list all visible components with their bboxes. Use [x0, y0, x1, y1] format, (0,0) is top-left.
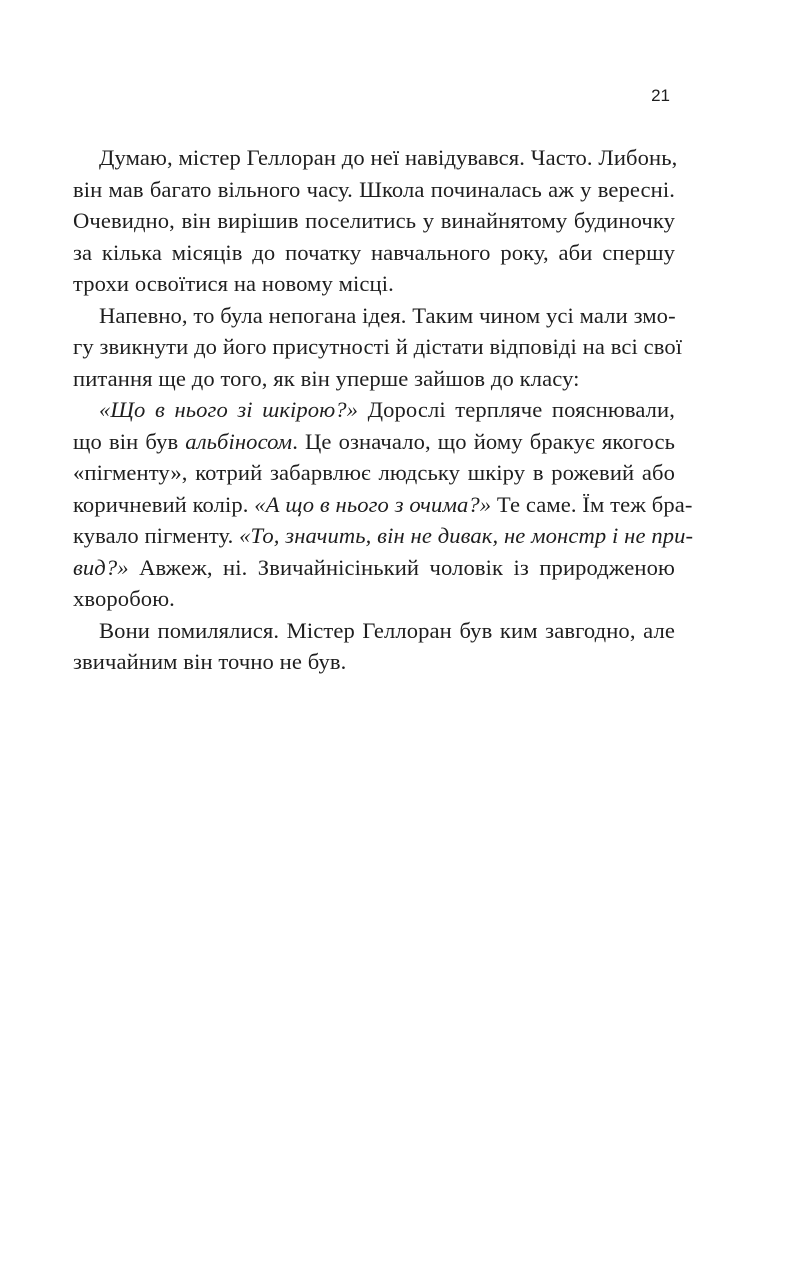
- text-run: трохи освоїтися на новому місці.: [73, 271, 394, 296]
- paragraph: [73, 300, 683, 395]
- text-line: [73, 331, 683, 363]
- text-line: [73, 457, 675, 489]
- italic-text: «То, значить, він не дивак, не монстр і не при-: [239, 523, 694, 548]
- page-number: 21: [651, 86, 670, 105]
- text-run: коричневий колір.: [73, 491, 255, 517]
- text-run: Дорослі терпляче пояснювали,: [358, 397, 675, 422]
- text-run: він мав багато вільного часу. Школа починалась аж у вересні.: [73, 176, 675, 202]
- body-text: [73, 142, 694, 678]
- text-run: . Це означало, що йому бракує якогось: [292, 428, 675, 454]
- text-line: [73, 268, 675, 300]
- italic-text: «Що в нього зі шкірою?»: [99, 397, 359, 422]
- paragraph: [73, 615, 675, 678]
- text-run: кувало пігменту.: [73, 523, 240, 548]
- text-run: Вони помилялися. Містер Геллоран був ким завгодно, але: [99, 617, 675, 643]
- paragraph: [73, 394, 694, 615]
- text-run: Очевидно, він вирішив поселитись у винайнятому будиночку: [73, 208, 675, 233]
- text-line: [73, 552, 675, 584]
- text-line: [73, 205, 675, 237]
- text-run: хворобою.: [73, 586, 175, 611]
- text-line: [73, 646, 675, 678]
- text-run: Те саме. Їм теж бра-: [491, 491, 693, 517]
- text-line: [73, 174, 675, 206]
- paragraph: [73, 142, 678, 300]
- text-run: гу звикнути до його присутності й дістати відповіді на всі свої: [73, 334, 683, 359]
- text-line: [73, 300, 675, 332]
- text-line: [73, 426, 675, 458]
- italic-text: альбіносом: [185, 428, 293, 454]
- italic-text: «А що в нього з очима?»: [254, 491, 492, 517]
- text-line: [73, 489, 693, 521]
- text-run: «пігменту», котрий забарвлює людську шкіру в рожевий або: [73, 460, 675, 485]
- text-run: що він був: [73, 428, 186, 454]
- text-line: [73, 363, 675, 395]
- text-line: [73, 394, 675, 426]
- text-line: [73, 583, 675, 615]
- text-line: [73, 237, 675, 269]
- text-run: Напевно, то була непогана ідея. Таким чином усі мали змо-: [99, 302, 676, 328]
- text-run: звичайним він точно не був.: [73, 649, 347, 674]
- text-line: [73, 520, 694, 552]
- text-run: Думаю, містер Геллоран до неї навідувався. Часто. Либонь,: [99, 145, 678, 170]
- text-run: Авжеж, ні. Звичайнісінький чоловік із природженою: [128, 554, 675, 580]
- text-run: за кілька місяців до початку навчального року, аби спершу: [73, 239, 675, 265]
- italic-text: вид?»: [73, 554, 129, 580]
- text-run: питання ще до того, як він уперше зайшов до класу:: [73, 365, 580, 391]
- text-line: [73, 615, 675, 647]
- text-line: [73, 142, 678, 174]
